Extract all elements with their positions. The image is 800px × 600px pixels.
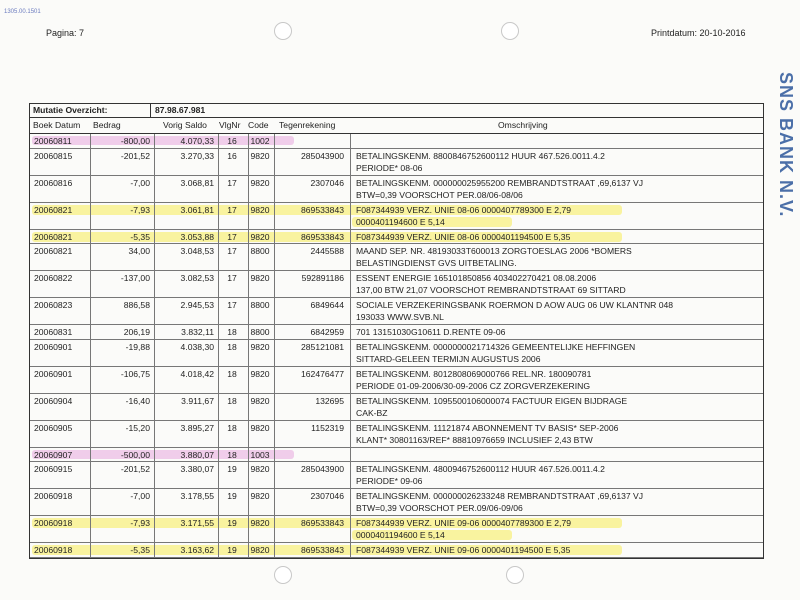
- cell-amount: 34,00: [128, 246, 150, 256]
- cell-description-line1: SOCIALE VERZEKERINGSBANK ROERMON D AOW AUG 06 UW KLANTNR 048: [356, 300, 674, 310]
- table-row: [30, 176, 763, 203]
- cell-amount: -800,00: [120, 136, 150, 146]
- cell-date: 20060811: [34, 136, 72, 146]
- account-number: 87.98.67.981: [155, 105, 206, 115]
- cell-date: 20060822: [34, 273, 73, 283]
- table-row: [30, 134, 763, 149]
- cell-seq: 19: [227, 518, 237, 528]
- cell-description-line1: BETALINGSKENM. 4800946752600112 HUUR 467.526.0011.4.2: [356, 464, 605, 474]
- cell-description-line2: BTW=0,39 VOORSCHOT PER.08/06-08/06: [356, 189, 523, 200]
- cell-date: 20060904: [34, 395, 73, 406]
- cell-description-line2: PERIODE* 09-06: [356, 476, 423, 486]
- table-row: [30, 543, 763, 558]
- cell-prev-balance: 3.832,11: [181, 327, 214, 337]
- cell-code: 9820: [250, 464, 270, 474]
- col-header-description: Omschrijving: [498, 120, 548, 130]
- punch-hole-bottom-right: [506, 566, 524, 584]
- cell-description-line1: BETALINGSKENM. 000000026233248 REMBRANDTSTRAAT ,69,6137 VJ: [356, 491, 644, 501]
- cell-code: 9820: [250, 545, 270, 555]
- cell-code: 9820: [250, 341, 270, 352]
- cell-code: 9820: [250, 368, 270, 379]
- col-header-contra: Tegenrekening: [279, 120, 336, 130]
- ledger-rows: [30, 134, 763, 558]
- cell-code: 9820: [250, 177, 270, 188]
- cell-seq: 18: [227, 449, 237, 460]
- cell-description-line2: KLANT* 30801163/REF* 88810976659 INCLUSIEF 2,43 BTW: [356, 434, 593, 445]
- cell-date: 20060918: [34, 545, 73, 555]
- table-row: [30, 367, 763, 394]
- punch-hole-top-left: [274, 22, 292, 40]
- cell-contra: 2445588: [310, 246, 344, 256]
- bank-name-text: SNS BANK N.V.: [776, 72, 796, 218]
- punch-hole-bottom-left: [274, 566, 292, 584]
- cell-seq: 18: [227, 327, 237, 337]
- cell-code: 9820: [250, 518, 270, 528]
- cell-date: 20060918: [34, 491, 73, 501]
- col-header-date: Boek Datum: [33, 120, 81, 130]
- cell-date: 20060823: [34, 300, 73, 310]
- page-number: Pagina: 7: [46, 28, 85, 38]
- cell-prev-balance: 3.895,27: [180, 422, 214, 433]
- cell-description-line2: 137,00 BTW 21,07 VOORSCHOT REMBRANDTSTRAAT 69 SITTARD: [356, 285, 626, 295]
- table-row: [30, 394, 763, 421]
- cell-prev-balance: 3.270,33: [180, 150, 214, 161]
- cell-amount: 886,58: [123, 300, 150, 310]
- mutation-ledger: [29, 103, 764, 559]
- cell-contra: 869533843: [300, 545, 344, 555]
- cell-code: 9820: [250, 204, 270, 215]
- cell-seq: 17: [227, 231, 237, 242]
- cell-prev-balance: 3.171,55: [180, 518, 214, 528]
- document-stamp: 1305.00.1501: [4, 9, 41, 15]
- cell-seq: 17: [227, 273, 237, 283]
- cell-date: 20060907: [34, 449, 73, 460]
- cell-date: 20060821: [34, 231, 73, 242]
- cell-description-line2: BELASTINGDIENST GVS UITBETALING.: [356, 258, 517, 268]
- cell-prev-balance: 3.911,67: [181, 395, 214, 406]
- cell-description-line1: BETALINGSKENM. 8800846752600112 HUUR 467.526.0011.4.2: [356, 150, 605, 161]
- col-header-seq: VlgNr: [219, 120, 241, 130]
- cell-code: 1002: [250, 136, 270, 146]
- cell-seq: 16: [227, 150, 237, 161]
- cell-seq: 18: [227, 368, 237, 379]
- table-row: [30, 325, 763, 340]
- cell-amount: -137,00: [120, 273, 150, 283]
- cell-prev-balance: 4.070,33: [180, 136, 214, 146]
- cell-prev-balance: 3.380,07: [180, 464, 214, 474]
- cell-amount: -106,75: [120, 368, 150, 379]
- col-header-code: Code: [248, 120, 269, 130]
- cell-code: 9820: [250, 231, 270, 242]
- cell-contra: 2307046: [310, 491, 344, 501]
- punch-hole-top-right: [501, 22, 519, 40]
- cell-contra: 132695: [315, 395, 344, 406]
- cell-contra: 6849644: [310, 300, 344, 310]
- cell-code: 9820: [250, 395, 270, 406]
- cell-description-line2: SITTARD-GELEEN TERMIJN AUGUSTUS 2006: [356, 353, 541, 364]
- cell-seq: 19: [227, 491, 237, 501]
- table-row: [30, 203, 763, 230]
- cell-amount: -5,35: [130, 231, 150, 242]
- cell-amount: -201,52: [120, 464, 150, 474]
- cell-description-line1: BETALINGSKENM. 11121874 ABONNEMENT TV BASIS* SEP-2006: [356, 422, 619, 433]
- cell-date: 20060905: [34, 422, 73, 433]
- cell-code: 9820: [250, 273, 270, 283]
- table-row: [30, 516, 763, 543]
- table-row: [30, 149, 763, 176]
- col-header-amount: Bedrag: [93, 120, 121, 130]
- cell-contra: 285043900: [300, 464, 344, 474]
- bank-name: [772, 72, 796, 232]
- cell-description-line1: BETALINGSKENM. 8012808069000766 REL.NR. 180090781: [356, 368, 592, 379]
- ledger-title-row: [30, 104, 763, 118]
- cell-contra: 869533843: [300, 231, 344, 242]
- cell-contra: 285121081: [300, 341, 344, 352]
- cell-date: 20060821: [34, 246, 73, 256]
- cell-prev-balance: 4.038,30: [180, 341, 214, 352]
- cell-prev-balance: 3.163,62: [180, 545, 214, 555]
- cell-description-line2: PERIODE 01-09-2006/30-09-2006 CZ ZORGVERZEKERING: [356, 380, 591, 391]
- cell-amount: -7,93: [130, 518, 150, 528]
- cell-code: 8800: [250, 300, 270, 310]
- cell-description-line2: 193033 WWW.SVB.NL: [356, 312, 444, 322]
- cell-prev-balance: 3.178,55: [180, 491, 214, 501]
- cell-date: 20060901: [34, 368, 73, 379]
- cell-date: 20060901: [34, 341, 73, 352]
- cell-description-line1: MAAND SEP. NR. 48193033T600013 ZORGTOESLAG 2006 *BOMERS: [356, 246, 632, 256]
- cell-contra: 1152319: [311, 422, 344, 433]
- cell-amount: -201,52: [120, 150, 150, 161]
- cell-description-line2: CAK-BZ: [356, 407, 388, 418]
- table-row: [30, 230, 763, 245]
- cell-seq: 19: [227, 464, 237, 474]
- cell-description-line2: PERIODE* 08-06: [356, 162, 423, 173]
- cell-contra: 162476477: [300, 368, 344, 379]
- cell-prev-balance: 4.018,42: [180, 368, 214, 379]
- cell-date: 20060918: [34, 518, 73, 528]
- cell-description-line2: 0000401194600 E 5,14: [356, 530, 445, 540]
- cell-prev-balance: 3.061,81: [180, 204, 214, 215]
- cell-seq: 17: [227, 300, 237, 310]
- cell-contra: 285043900: [300, 150, 344, 161]
- cell-seq: 16: [227, 136, 237, 146]
- col-header-prev-balance: Vorig Saldo: [163, 120, 207, 130]
- cell-description-line1: F087344939 VERZ. UNIE 09-06 0000407789300 E 2,79: [356, 518, 571, 528]
- ledger-title: Mutatie Overzicht:: [33, 105, 108, 115]
- cell-code: 9820: [250, 422, 270, 433]
- column-headers: [30, 118, 763, 134]
- cell-prev-balance: 3.880,07: [180, 449, 214, 460]
- cell-prev-balance: 2.945,53: [180, 300, 214, 310]
- cell-date: 20060815: [34, 150, 73, 161]
- cell-description-line2: 0000401194600 E 5,14: [356, 216, 445, 227]
- cell-contra: 869533843: [300, 204, 344, 215]
- cell-amount: -16,40: [125, 395, 150, 406]
- cell-amount: -500,00: [120, 449, 150, 460]
- cell-prev-balance: 3.048,53: [180, 246, 214, 256]
- cell-date: 20060816: [34, 177, 73, 188]
- cell-seq: 17: [227, 246, 237, 256]
- table-row: [30, 340, 763, 367]
- table-row: [30, 298, 763, 325]
- table-row: [30, 448, 763, 463]
- cell-date: 20060915: [34, 464, 73, 474]
- cell-amount: 206,19: [123, 327, 150, 337]
- cell-prev-balance: 3.082,53: [180, 273, 214, 283]
- cell-seq: 17: [227, 177, 237, 188]
- table-row: [30, 244, 763, 271]
- cell-amount: -7,00: [130, 177, 150, 188]
- cell-amount: -5,35: [130, 545, 150, 555]
- cell-amount: -19,88: [125, 341, 150, 352]
- cell-description-line2: BTW=0,39 VOORSCHOT PER.09/06-09/06: [356, 503, 523, 513]
- cell-description-line1: F087344939 VERZ. UNIE 08-06 0000401194500 E 5,35: [356, 231, 571, 242]
- cell-description-line1: F087344939 VERZ. UNIE 09-06 0000401194500 E 5,35: [356, 545, 571, 555]
- cell-seq: 19: [227, 545, 237, 555]
- cell-description-line1: F087344939 VERZ. UNIE 08-06 0000407789300 E 2,79: [356, 204, 571, 215]
- cell-contra: 869533843: [300, 518, 344, 528]
- table-row: [30, 421, 763, 448]
- cell-contra: 2307046: [310, 177, 344, 188]
- cell-date: 20060831: [34, 327, 73, 337]
- cell-seq: 18: [227, 422, 237, 433]
- cell-code: 9820: [250, 150, 270, 161]
- cell-code: 9820: [250, 491, 270, 501]
- cell-code: 8800: [250, 327, 270, 337]
- cell-code: 1003: [250, 449, 270, 460]
- cell-date: 20060821: [34, 204, 73, 215]
- cell-description-line1: BETALINGSKENM. 1095500106000074 FACTUUR EIGEN BIJDRAGE: [356, 395, 628, 406]
- cell-description-line1: 701 13151030G10611 D.RENTE 09-06: [356, 327, 506, 337]
- print-date: Printdatum: 20-10-2016: [651, 28, 746, 38]
- cell-contra: 592891186: [301, 273, 344, 283]
- cell-code: 8800: [250, 246, 270, 256]
- cell-amount: -7,00: [130, 491, 150, 501]
- cell-description-line1: BETALINGSKENM. 0000000021714326 GEMEENTELIJKE HEFFINGEN: [356, 341, 636, 352]
- cell-prev-balance: 3.053,88: [180, 231, 214, 242]
- cell-prev-balance: 3.068,81: [180, 177, 214, 188]
- cell-amount: -7,93: [130, 204, 150, 215]
- cell-seq: 18: [227, 395, 237, 406]
- cell-seq: 18: [227, 341, 237, 352]
- cell-amount: -15,20: [125, 422, 150, 433]
- cell-seq: 17: [227, 204, 237, 215]
- cell-description-line1: ESSENT ENERGIE 165101850856 403402270421 08.08.2006: [356, 273, 597, 283]
- cell-description-line1: BETALINGSKENM. 000000025955200 REMBRANDTSTRAAT ,69,6137 VJ: [356, 177, 644, 188]
- table-row: [30, 489, 763, 516]
- table-row: [30, 271, 763, 298]
- cell-contra: 6842959: [310, 327, 344, 337]
- table-row: [30, 462, 763, 489]
